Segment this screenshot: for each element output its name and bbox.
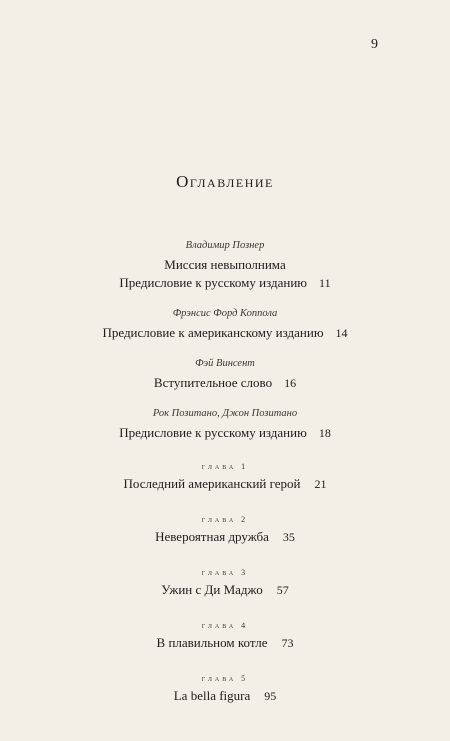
chapter-label: глава 5 (201, 674, 249, 683)
foreword-author: Фрэнсис Форд Коппола (172, 308, 278, 319)
chapter-title-text: Последний американский герой (123, 476, 301, 491)
foreword-line-text: Предисловие к русскому изданию (119, 425, 307, 440)
forewords-list (0, 240, 450, 458)
foreword-entry (0, 308, 450, 342)
foreword-line (0, 374, 450, 392)
foreword-entry (0, 408, 450, 442)
chapter-page: 73 (281, 636, 294, 650)
toc-title: Оглавление (176, 172, 274, 191)
chapter-page: 35 (282, 530, 295, 544)
chapter-entry (0, 674, 450, 704)
foreword-entry (0, 358, 450, 392)
chapter-title-text: В плавильном котле (156, 635, 268, 650)
foreword-line-text: Предисловие к русскому изданию (119, 275, 308, 290)
chapter-title (0, 582, 450, 598)
foreword-entry (0, 240, 450, 292)
foreword-line (0, 274, 450, 292)
chapter-page: 57 (276, 583, 289, 597)
chapter-title-text: La bella figura (173, 688, 251, 703)
chapter-entry (0, 621, 450, 651)
chapter-title-text: Ужин с Ди Маджо (161, 582, 263, 597)
chapter-page: 21 (314, 477, 327, 491)
foreword-page: 11 (319, 276, 331, 290)
foreword-page: 16 (284, 376, 297, 390)
foreword-line (0, 256, 450, 274)
foreword-page: 14 (335, 326, 348, 340)
foreword-line-text: Миссия невыполнима (164, 257, 286, 272)
chapters-list (0, 462, 450, 727)
foreword-author: Владимир Познер (185, 240, 265, 251)
chapter-label: глава 4 (201, 621, 249, 630)
chapter-entry (0, 568, 450, 598)
foreword-page: 18 (318, 426, 331, 440)
chapter-title (0, 635, 450, 651)
foreword-line (0, 424, 450, 442)
foreword-author: Фэй Винсент (195, 358, 255, 369)
chapter-page: 95 (264, 689, 277, 703)
chapter-title-text: Невероятная дружба (155, 529, 269, 544)
page-number: 9 (371, 37, 378, 52)
foreword-line (0, 324, 450, 342)
chapter-title (0, 529, 450, 545)
chapter-label: глава 3 (201, 568, 249, 577)
foreword-line-text: Вступительное слово (153, 375, 273, 390)
chapter-label: глава 2 (201, 515, 249, 524)
chapter-entry (0, 515, 450, 545)
chapter-entry (0, 462, 450, 492)
chapter-title (0, 688, 450, 704)
chapter-title (0, 476, 450, 492)
foreword-author: Рок Позитано, Джон Позитано (152, 408, 298, 419)
chapter-label: глава 1 (201, 462, 249, 471)
foreword-line-text: Предисловие к американскому изданию (102, 325, 324, 340)
